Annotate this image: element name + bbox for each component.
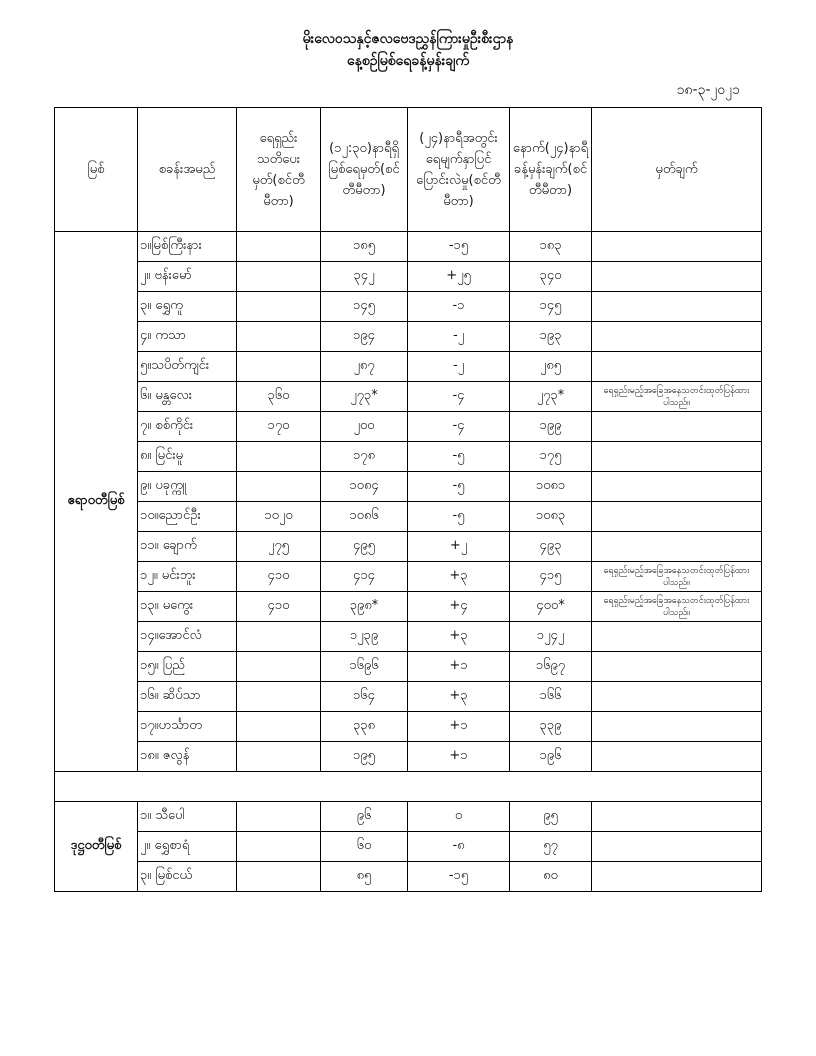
- current-level: ၂၈၇: [321, 352, 408, 382]
- remark: [592, 712, 762, 742]
- col-remarks: မှတ်ချက်: [592, 108, 762, 232]
- level-change: +၂၅: [408, 262, 510, 292]
- station-name: ၁၁။ ချောက်: [138, 532, 237, 562]
- remark: [592, 322, 762, 352]
- table-row: [55, 622, 762, 652]
- table-row: [55, 352, 762, 382]
- col-warning-level: ရေရှည်းသတိပေးမှတ်(စင်တီမီတာ): [237, 108, 321, 232]
- col-station: စခန်းအမည်: [138, 108, 237, 232]
- forecast-level: ၁၇၅: [510, 442, 592, 472]
- table-row: [55, 262, 762, 292]
- station-name: ၄။ ကသာ: [138, 322, 237, 352]
- forecast-level: ၄၁၅: [510, 562, 592, 592]
- table-body: [55, 232, 762, 892]
- table-row: [55, 652, 762, 682]
- current-level: ၁၇၈: [321, 442, 408, 472]
- current-level: ၄၁၄: [321, 562, 408, 592]
- forecast-level: ၄၉၃: [510, 532, 592, 562]
- level-change: -၁၅: [408, 862, 510, 892]
- group-separator: [55, 772, 762, 802]
- station-name: ၁၇။ဟင်္သာတ: [138, 712, 237, 742]
- current-level: ၁၈၅: [321, 232, 408, 262]
- warning-level: [237, 322, 321, 352]
- current-level: ၁၂၃၉: [321, 622, 408, 652]
- current-level: ၉၆: [321, 802, 408, 832]
- remark: [592, 472, 762, 502]
- forecast-level: ၃၄၀: [510, 262, 592, 292]
- warning-level: [237, 652, 321, 682]
- table-row: [55, 532, 762, 562]
- warning-level: ၁၇၀: [237, 412, 321, 442]
- col-forecast: နောက်(၂၄)နာရီခန့်မှန်းချက်(စင်တီမီတာ): [510, 108, 592, 232]
- warning-level: ၄၁၀: [237, 592, 321, 622]
- remark: [592, 802, 762, 832]
- remark: [592, 652, 762, 682]
- forecast-level: ၁၆၉၇: [510, 652, 592, 682]
- level-change: -၄: [408, 412, 510, 442]
- warning-level: ၃၆၀: [237, 382, 321, 412]
- level-change: -၈: [408, 832, 510, 862]
- remark: [592, 502, 762, 532]
- remark: [592, 832, 762, 862]
- level-change: -၂: [408, 352, 510, 382]
- level-change: -၅: [408, 472, 510, 502]
- warning-level: [237, 832, 321, 862]
- river-forecast-table: [54, 107, 762, 892]
- table-row: [55, 712, 762, 742]
- current-level: ၃၃၈: [321, 712, 408, 742]
- warning-level: [237, 442, 321, 472]
- current-level: ၁၉၄: [321, 322, 408, 352]
- level-change: +၃: [408, 622, 510, 652]
- warning-level: [237, 622, 321, 652]
- remark: [592, 262, 762, 292]
- station-name: ၉။ ပခုက္ကူ: [138, 472, 237, 502]
- station-name: ၁၃။ မကွေး: [138, 592, 237, 622]
- remark: [592, 232, 762, 262]
- warning-level: [237, 742, 321, 772]
- current-level: ၁၀၈၄: [321, 472, 408, 502]
- col-24h-change: (၂၄)နာရီအတွင်းရေမျက်နှာပြင်ပြောင်းလဲမှု(စင်တီမီတာ): [408, 108, 510, 232]
- station-name: ၁၀။ညောင်ဦး: [138, 502, 237, 532]
- level-change: -၄: [408, 382, 510, 412]
- current-level: ၃၄၂: [321, 262, 408, 292]
- warning-level: [237, 712, 321, 742]
- station-name: ၁၂။ မင်းဘူး: [138, 562, 237, 592]
- col-current-level: (၁၂:၃၀)နာရီရှိမြစ်ရေမှတ်(စင်တီမီတာ): [321, 108, 408, 232]
- station-name: ၆။ မန္တလေး: [138, 382, 237, 412]
- remark: ရေရှည်းမည့်အခြေအနေသတင်းထုတ်ပြန်ထားပါသည်။: [592, 562, 762, 592]
- forecast-level: ၁၄၅: [510, 292, 592, 322]
- level-change: ၀: [408, 802, 510, 832]
- table-row: [55, 832, 762, 862]
- level-change: +၁: [408, 742, 510, 772]
- level-change: +၁: [408, 652, 510, 682]
- level-change: -၅: [408, 502, 510, 532]
- forecast-level: ၈၀: [510, 862, 592, 892]
- separator-cell: [55, 772, 762, 802]
- remark: [592, 622, 762, 652]
- station-name: ၈။ မြင်းမူ: [138, 442, 237, 472]
- forecast-level: ၁၆၆: [510, 682, 592, 712]
- forecast-level: ၁၀၈၃: [510, 502, 592, 532]
- station-name: ၇။ စစ်ကိုင်း: [138, 412, 237, 442]
- river-name: ဒုဋ္ဌဝတီမြစ်: [55, 802, 138, 892]
- current-level: ၁၆၄: [321, 682, 408, 712]
- forecast-level: ၁၂၄၂: [510, 622, 592, 652]
- table-row: [55, 592, 762, 622]
- table-row: [55, 742, 762, 772]
- table-row: [55, 292, 762, 322]
- table-row: [55, 412, 762, 442]
- remark: [592, 862, 762, 892]
- station-name: ၂။ ရွှေစာရံ: [138, 832, 237, 862]
- current-level: ၁၄၅: [321, 292, 408, 322]
- current-level: ၃၉၈*: [321, 592, 408, 622]
- warning-level: [237, 292, 321, 322]
- current-level: ၁၉၅: [321, 742, 408, 772]
- table-header-row: [55, 108, 762, 232]
- current-level: ၆၀: [321, 832, 408, 862]
- remark: ရေရှည်းမည့်အခြေအနေသတင်းထုတ်ပြန်ထားပါသည်။: [592, 382, 762, 412]
- table-row: [55, 322, 762, 352]
- level-change: -၁၅: [408, 232, 510, 262]
- forecast-level: ၅၇: [510, 832, 592, 862]
- warning-level: [237, 682, 321, 712]
- forecast-level: ၂၈၅: [510, 352, 592, 382]
- table-row: [55, 802, 762, 832]
- remark: [592, 742, 762, 772]
- warning-level: ၁၀၂၀: [237, 502, 321, 532]
- table-row: [55, 562, 762, 592]
- warning-level: [237, 352, 321, 382]
- station-name: ၂။ ဗန်းမော်: [138, 262, 237, 292]
- forecast-level: ၁၀၈၁: [510, 472, 592, 502]
- forecast-level: ၁၉၃: [510, 322, 592, 352]
- remark: [592, 352, 762, 382]
- level-change: -၂: [408, 322, 510, 352]
- level-change: -၅: [408, 442, 510, 472]
- warning-level: [237, 232, 321, 262]
- remark: [592, 682, 762, 712]
- station-name: ၁။ သီပေါ: [138, 802, 237, 832]
- level-change: +၃: [408, 562, 510, 592]
- level-change: +၄: [408, 592, 510, 622]
- station-name: ၁၈။ ဇလွန်: [138, 742, 237, 772]
- river-name: ဧရာဝတီမြစ်: [55, 232, 138, 772]
- report-date: ၁၈-၃-၂၀၂၁: [676, 82, 740, 98]
- table-row: [55, 502, 762, 532]
- report-subtitle: နေ့စဉ်မြစ်ရေခန့်မှန်းချက်: [346, 53, 470, 69]
- forecast-level: ၁၈၃: [510, 232, 592, 262]
- report-title: မိုးလေဝသနှင့်ဇလဗေဒညွှန်ကြားမှုဦးစီးဌာန: [302, 31, 514, 47]
- remark: [592, 292, 762, 322]
- station-name: ၁၆။ ဆိပ်သာ: [138, 682, 237, 712]
- forecast-level: ၁၉၆: [510, 742, 592, 772]
- warning-level: [237, 262, 321, 292]
- current-level: ၈၅: [321, 862, 408, 892]
- current-level: ၄၉၅: [321, 532, 408, 562]
- current-level: ၂၇၃*: [321, 382, 408, 412]
- table-row: [55, 232, 762, 262]
- station-name: ၁။မြစ်ကြီးနား: [138, 232, 237, 262]
- station-name: ၃။ ရွှေကူ: [138, 292, 237, 322]
- remark: [592, 532, 762, 562]
- forecast-level: ၄၀၀*: [510, 592, 592, 622]
- table-row: [55, 682, 762, 712]
- warning-level: [237, 472, 321, 502]
- level-change: +၃: [408, 682, 510, 712]
- current-level: ၁၀၈၆: [321, 502, 408, 532]
- station-name: ၅။သပိတ်ကျင်း: [138, 352, 237, 382]
- warning-level: [237, 802, 321, 832]
- table-row: [55, 442, 762, 472]
- level-change: +၂: [408, 532, 510, 562]
- level-change: +၁: [408, 712, 510, 742]
- forecast-level: ၁၉၉: [510, 412, 592, 442]
- table-row: [55, 382, 762, 412]
- remark: [592, 442, 762, 472]
- table-row: [55, 472, 762, 502]
- remark: ရေရှည်းမည့်အခြေအနေသတင်းထုတ်ပြန်ထားပါသည်။: [592, 592, 762, 622]
- forecast-level: ၂၇၃*: [510, 382, 592, 412]
- warning-level: ၂၇၅: [237, 532, 321, 562]
- forecast-level: ၉၅: [510, 802, 592, 832]
- report-header: [0, 28, 816, 72]
- station-name: ၃။ မြစ်ငယ်: [138, 862, 237, 892]
- station-name: ၁၅။ ပြည်: [138, 652, 237, 682]
- warning-level: ၄၁၀: [237, 562, 321, 592]
- station-name: ၁၄။အောင်လံ: [138, 622, 237, 652]
- warning-level: [237, 862, 321, 892]
- table-row: [55, 862, 762, 892]
- current-level: ၁၆၉၆: [321, 652, 408, 682]
- current-level: ၂၀၀: [321, 412, 408, 442]
- forecast-level: ၃၃၉: [510, 712, 592, 742]
- col-river: မြစ်: [55, 108, 138, 232]
- level-change: -၁: [408, 292, 510, 322]
- remark: [592, 412, 762, 442]
